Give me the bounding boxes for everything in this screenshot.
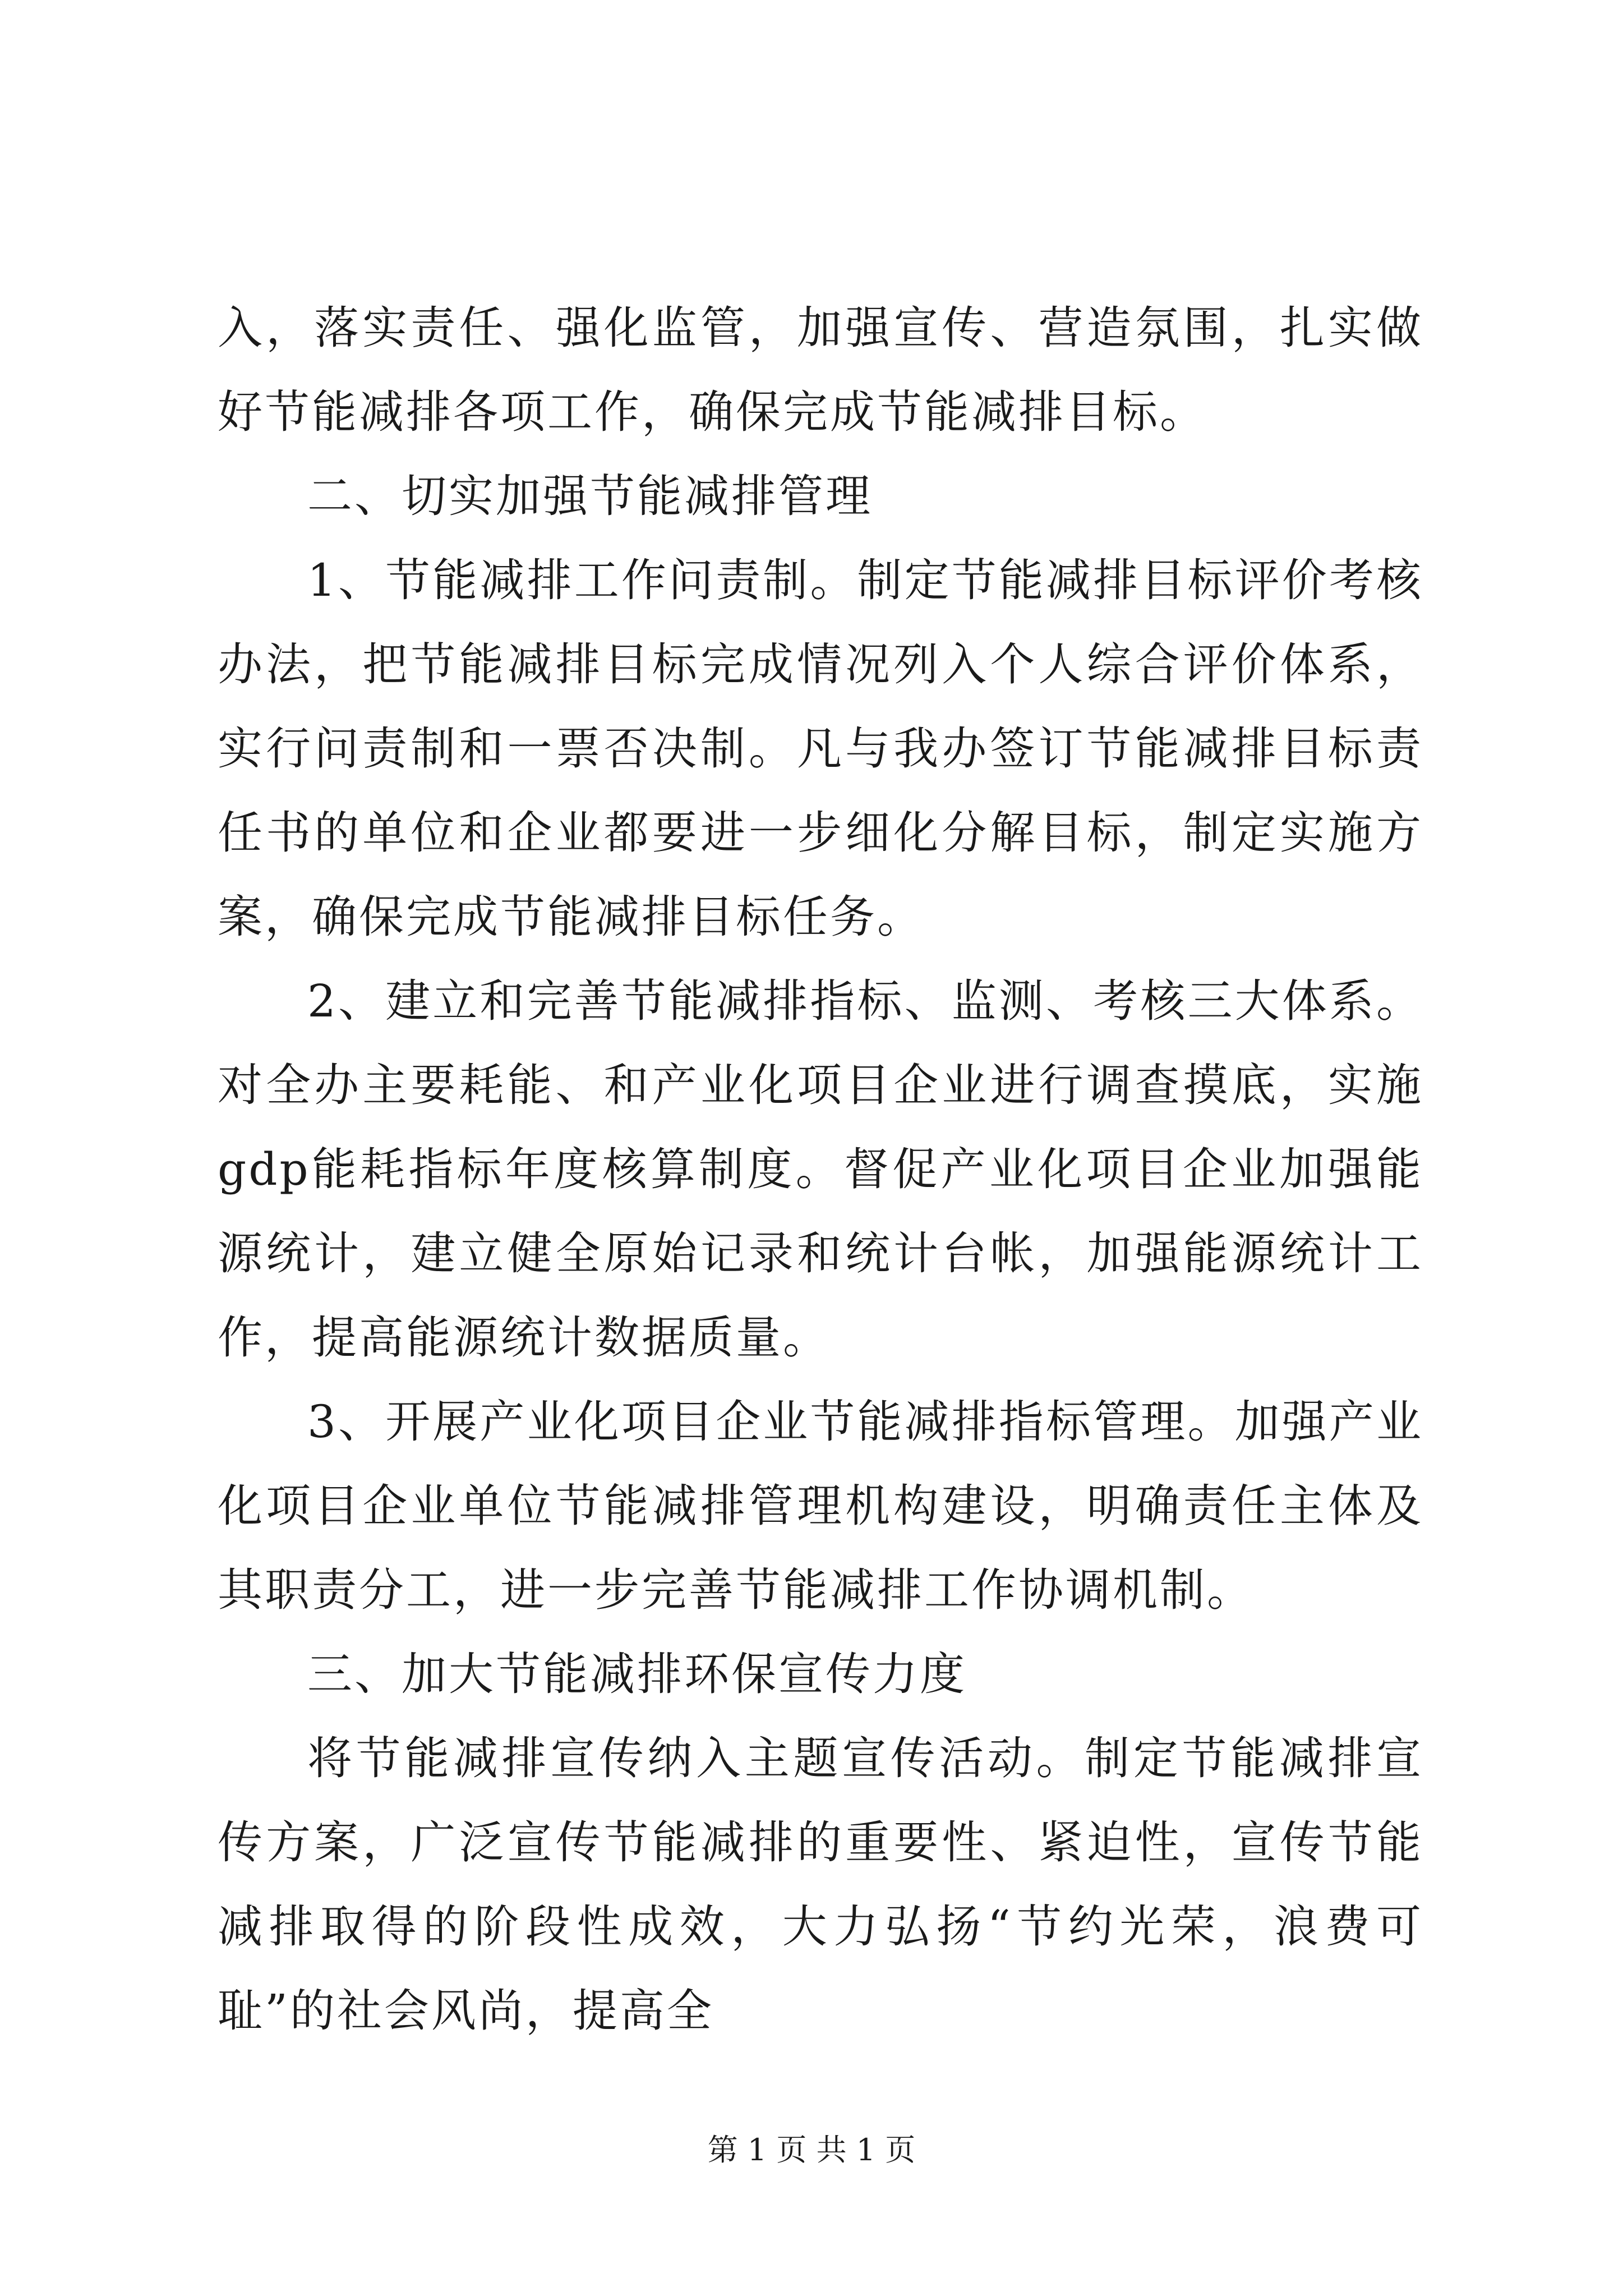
page-footer: 第 1 页 共 1 页 [707, 2132, 916, 2168]
paragraph-publicity: 将节能减排宣传纳入主题宣传活动。制定节能减排宣传方案，广泛宣传节能减排的重要性、紧迫性，宣传节能减排取得的阶段性成效，大力弘扬“节约光荣，浪费可耻”的社会风尚，提高全 [218, 1732, 1423, 2037]
paragraph-item-2: 2、建立和完善节能减排指标、监测、考核三大体系。对全办主要耗能、和产业化项目企业进行调查摸底，实施gdp能耗指标年度核算制度。督促产业化项目企业加强能源统计，建立健全原始记录和统计台帐，加强能源统计工作，提高能源统计数据质量。 [218, 975, 1423, 1364]
paragraph-item-3: 3、开展产业化项目企业节能减排指标管理。加强产业化项目企业单位节能减排管理机构建设，明确责任主体及其职责分工，进一步完善节能减排工作协调机制。 [218, 1396, 1423, 1616]
section-heading-2: 二、切实加强节能减排管理 [307, 470, 873, 522]
paragraph-item-1: 1、节能减排工作问责制。制定节能减排目标评价考核办法，把节能减排目标完成情况列入个人综合评价体系，实行问责制和一票否决制。凡与我办签订节能减排目标责任书的单位和企业都要进一步细化分解目标，制定实施方案，确保完成节能减排目标任务。 [218, 554, 1423, 943]
paragraph-1: 入，落实责任、强化监管，加强宣传、营造氛围，扎实做好节能减排各项工作，确保完成节能减排目标。 [218, 302, 1423, 438]
document-body [218, 286, 1423, 2053]
section-heading-3: 三、加大节能减排环保宣传力度 [307, 1648, 967, 1700]
